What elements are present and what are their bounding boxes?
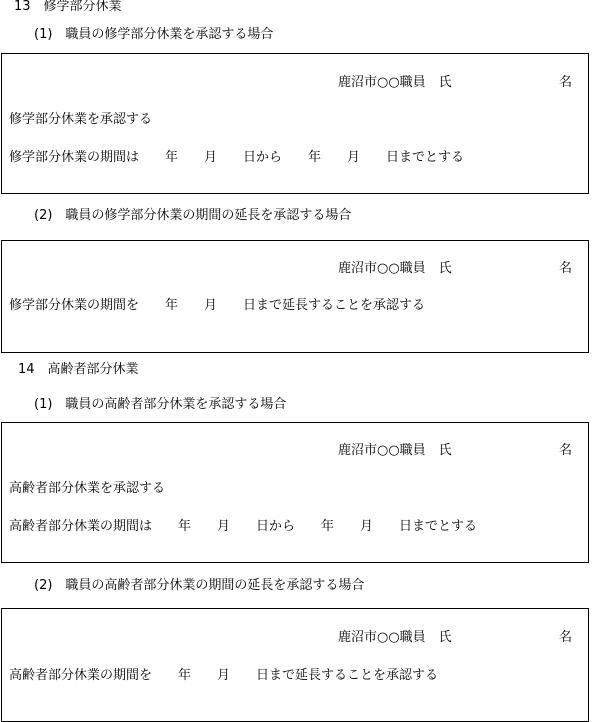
statement-line: 高齢者部分休業を承認する xyxy=(9,481,166,496)
statement-line: 高齢者部分休業の期間を 年 月 日まで延長することを承認する xyxy=(9,668,439,683)
employee-name-line: 鹿沼市○○職員 氏 xyxy=(338,261,452,276)
approval-statement-box xyxy=(1,422,589,563)
section-heading: 13 修学部分休業 xyxy=(14,0,122,14)
statement-line: 修学部分休業を承認する xyxy=(9,112,153,127)
statement-line: 修学部分休業の期間を 年 月 日まで延長することを承認する xyxy=(9,298,426,313)
approval-statement-box xyxy=(1,608,589,722)
approval-statement-box xyxy=(1,240,589,353)
name-suffix: 名 xyxy=(559,443,573,458)
section-heading: 14 高齢者部分休業 xyxy=(18,362,139,377)
approval-statement-box xyxy=(1,53,589,194)
name-suffix: 名 xyxy=(559,261,573,276)
statement-line: 修学部分休業の期間は 年 月 日から 年 月 日までとする xyxy=(9,150,465,165)
employee-name-line: 鹿沼市○○職員 氏 xyxy=(338,630,452,645)
name-suffix: 名 xyxy=(559,630,573,645)
name-suffix: 名 xyxy=(559,75,573,90)
employee-name-line: 鹿沼市○○職員 氏 xyxy=(338,443,452,458)
case-title: (1) 職員の高齢者部分休業を承認する場合 xyxy=(34,397,287,412)
statement-line: 高齢者部分休業の期間は 年 月 日から 年 月 日までとする xyxy=(9,519,478,534)
case-title: (1) 職員の修学部分休業を承認する場合 xyxy=(34,27,274,42)
case-title: (2) 職員の修学部分休業の期間の延長を承認する場合 xyxy=(34,208,352,223)
employee-name-line: 鹿沼市○○職員 氏 xyxy=(338,75,452,90)
case-title: (2) 職員の高齢者部分休業の期間の延長を承認する場合 xyxy=(34,578,365,593)
